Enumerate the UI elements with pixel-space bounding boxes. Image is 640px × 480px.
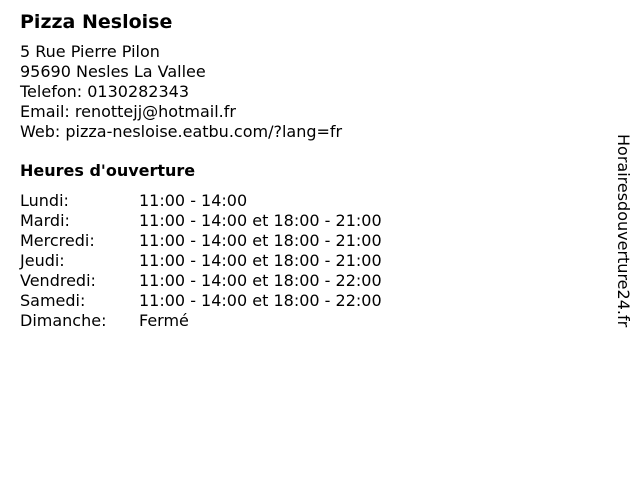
day-label: Mardi: [20,211,70,230]
day-hours: 11:00 - 14:00 [139,191,248,210]
email-address: Email: renottejj@hotmail.fr [20,102,236,121]
day-label: Dimanche: [20,311,107,330]
opening-hours-list [20,191,590,331]
day-hours: 11:00 - 14:00 et 18:00 - 21:00 [139,211,382,230]
hours-row-monday [20,191,590,211]
day-label: Mercredi: [20,231,95,250]
day-hours: 11:00 - 14:00 et 18:00 - 22:00 [139,271,382,290]
address-street: 5 Rue Pierre Pilon [20,42,160,61]
phone-number: Telefon: 0130282343 [20,82,190,101]
day-label: Vendredi: [20,271,96,290]
site-watermark: Horairesdouverture24.fr [614,134,633,328]
hours-row-thursday [20,251,590,271]
opening-hours-heading: Heures d'ouverture [20,161,196,180]
day-label: Samedi: [20,291,86,310]
day-hours: Fermé [139,311,189,330]
business-card [20,10,590,331]
address-city: 95690 Nesles La Vallee [20,62,206,81]
hours-row-saturday [20,291,590,311]
hours-row-tuesday [20,211,590,231]
hours-row-sunday [20,311,590,331]
day-hours: 11:00 - 14:00 et 18:00 - 21:00 [139,231,382,250]
day-hours: 11:00 - 14:00 et 18:00 - 21:00 [139,251,382,270]
day-label: Jeudi: [20,251,65,270]
day-label: Lundi: [20,191,69,210]
business-name: Pizza Nesloise [20,11,173,33]
hours-row-wednesday [20,231,590,251]
day-hours: 11:00 - 14:00 et 18:00 - 22:00 [139,291,382,310]
website-address: Web: pizza-nesloise.eatbu.com/?lang=fr [20,122,343,141]
hours-row-friday [20,271,590,291]
